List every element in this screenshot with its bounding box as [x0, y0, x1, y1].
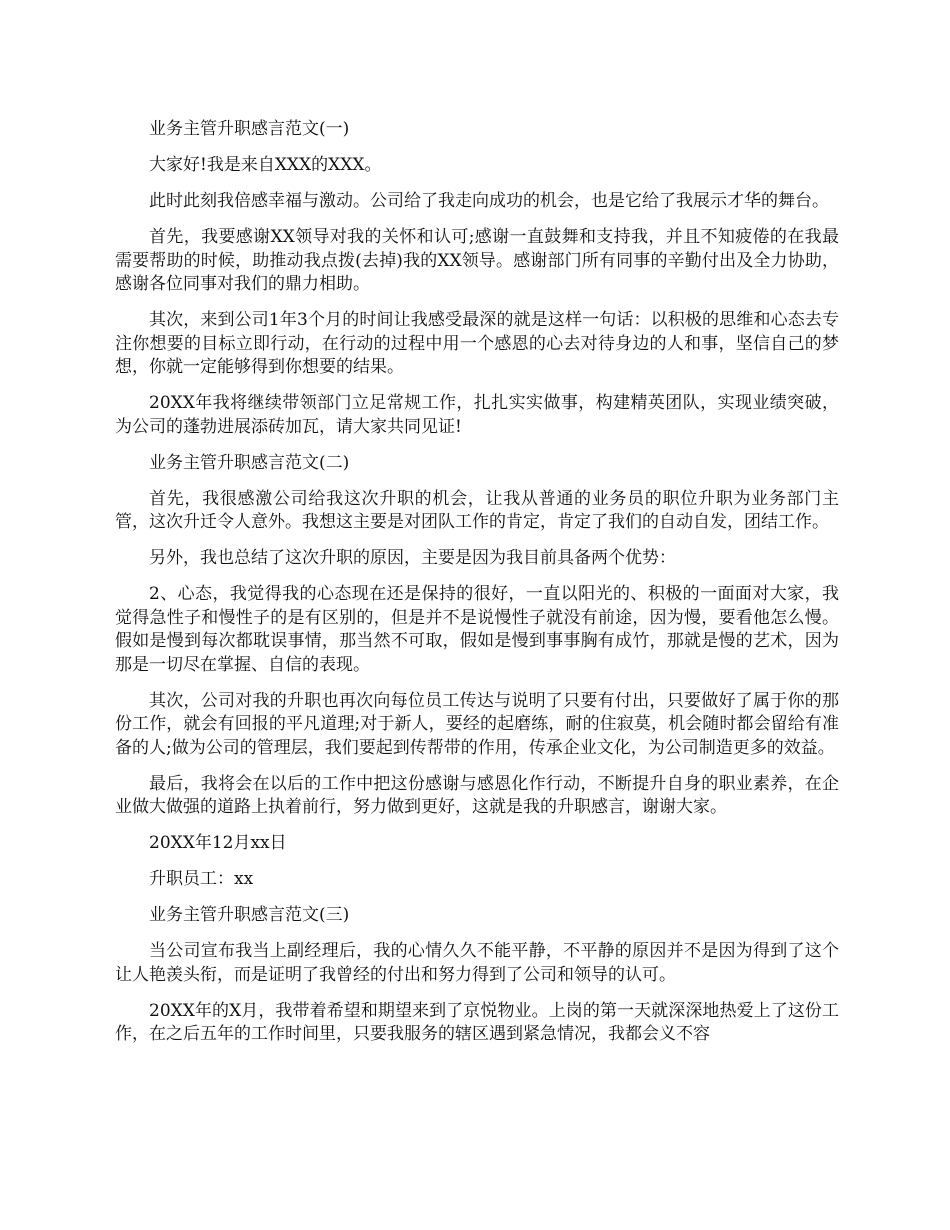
- signature-line: 升职员工：xx: [149, 869, 254, 889]
- body-paragraph: 其次，来到公司1年3个月的时间让我感受最深的就是这样一句话：以积极的思维和心态去专注你想要的目标立即行动，在行动的过程中用一个感恩的心去对待身边的人和事，坚信自己的梦想，你就一定能够得到你想要的结果。: [115, 310, 839, 377]
- body-paragraph: 其次，公司对我的升职也再次向每位员工传达与说明了只要有付出，只要做好了属于你的那份工作，就会有回报的平凡道理;对于新人，要经的起磨练，耐的住寂莫，机会随时都会留给有准备的人;做为公司的管理层，我们要起到传帮带的作用，传承企业文化，为公司制造更多的效益。: [115, 690, 839, 758]
- body-paragraph: 2、心态，我觉得我的心态现在还是保持的很好，一直以阳光的、积极的一面面对大家，我觉得急性子和慢性子的是有区别的，但是并不是说慢性子就没有前途，因为慢，要看他怎么慢。假如是慢到每次都耽误事情，那当然不可取，假如是慢到事事胸有成竹，那就是慢的艺术，因为那是一切尽在掌握、自信的表现。: [115, 584, 839, 675]
- body-paragraph: 20XX年我将继续带领部门立足常规工作，扎扎实实做事，构建精英团队，实现业绩突破，为公司的蓬勃进展添砖加瓦，请大家共同见证!: [115, 393, 839, 437]
- document-page: [115, 118, 839, 1059]
- body-paragraph: 首先，我要感谢XX领导对我的关怀和认可;感谢一直鼓舞和支持我，并且不知疲倦的在我最需要帮助的时候，助推动我点拨(去掉)我的XX领导。感谢部门所有同事的辛勤付出及全力协助，感谢各位同事对我们的鼎力相助。: [115, 227, 839, 294]
- body-paragraph: 此时此刻我倍感幸福与激动。公司给了我走向成功的机会，也是它给了我展示才华的舞台。: [149, 191, 829, 211]
- body-paragraph: 另外，我也总结了这次升职的原因，主要是因为我目前具备两个优势：: [149, 548, 676, 568]
- body-paragraph: 首先，我很感激公司给我这次升职的机会，让我从普通的业务员的职位升职为业务部门主管，这次升迁令人意外。我想这主要是对团队工作的肯定，肯定了我们的自动自发，团结工作。: [115, 488, 839, 532]
- heading-sample-2: 业务主管升职感言范文(二): [149, 452, 350, 473]
- body-paragraph: 当公司宣布我当上副经理后，我的心情久久不能平静，不平静的原因并不是因为得到了这个让人艳羡头衔，而是证明了我曾经的付出和努力得到了公司和领导的认可。: [115, 941, 839, 985]
- heading-sample-1: 业务主管升职感言范文(一): [149, 119, 350, 139]
- date-line: 20XX年12月xx日: [149, 833, 287, 853]
- greeting-paragraph: 大家好!我是来自XXX的XXX。: [149, 155, 382, 175]
- heading-sample-3: 业务主管升职感言范文(三): [149, 905, 350, 925]
- body-paragraph: 最后，我将会在以后的工作中把这份感谢与感恩化作行动，不断提升自身的职业素养，在企业做大做强的道路上执着前行，努力做到更好，这就是我的升职感言，谢谢大家。: [115, 773, 839, 817]
- body-paragraph: 20XX年的X月，我带着希望和期望来到了京悦物业。上岗的第一天就深深地热爱上了这份工作，在之后五年的工作时间里，只要我服务的辖区遇到紧急情况，我都会义不容: [115, 1000, 839, 1044]
